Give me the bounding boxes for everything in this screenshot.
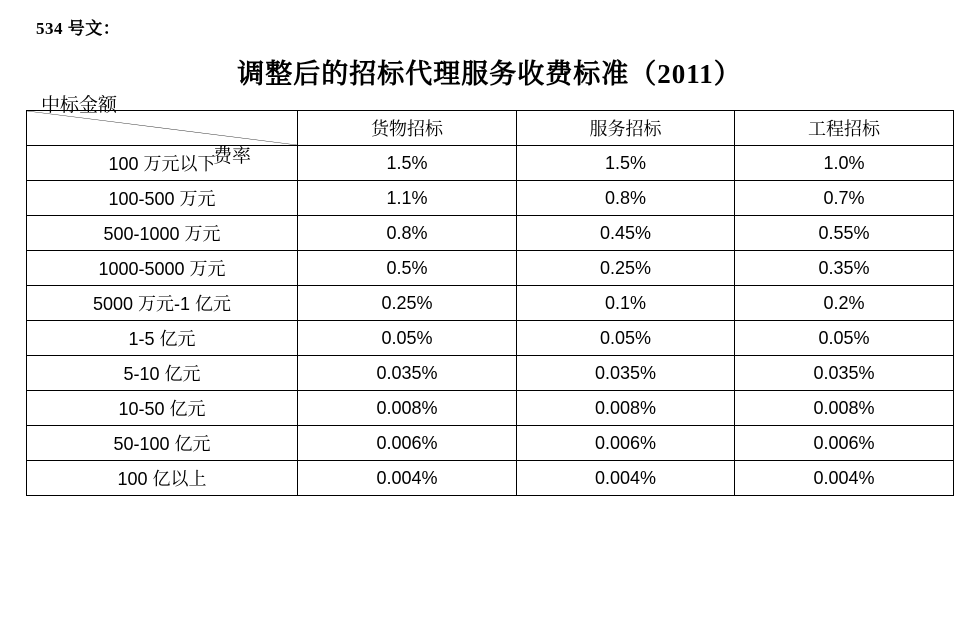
cell-value: 0.2% [735, 286, 954, 321]
cell-value: 0.1% [517, 286, 735, 321]
row-label: 1000-5000 万元 [27, 251, 298, 286]
cell-value: 0.008% [517, 391, 735, 426]
corner-rate-label: 费率 [212, 146, 251, 167]
cell-value: 0.006% [298, 426, 517, 461]
row-label: 50-100 亿元 [27, 426, 298, 461]
cell-value: 0.006% [735, 426, 954, 461]
row-label: 100 亿以上 [27, 461, 298, 496]
cell-value: 0.8% [517, 181, 735, 216]
cell-value: 0.55% [735, 216, 954, 251]
cell-value: 0.008% [298, 391, 517, 426]
column-header-services: 服务招标 [517, 111, 735, 146]
cell-value: 0.5% [298, 251, 517, 286]
cell-value: 0.8% [298, 216, 517, 251]
page-title: 调整后的招标代理服务收费标准（2011） [237, 59, 742, 89]
column-header-works: 工程招标 [735, 111, 954, 146]
cell-value: 0.35% [735, 251, 954, 286]
cell-value: 0.008% [735, 391, 954, 426]
cell-value: 0.05% [517, 321, 735, 356]
table-header-row [27, 111, 954, 146]
column-header-goods: 货物招标 [298, 111, 517, 146]
fee-standard-table [26, 95, 954, 496]
cell-value: 1.5% [517, 146, 735, 181]
cell-value: 0.004% [517, 461, 735, 496]
corner-amount-label: 中标金额 [41, 95, 118, 116]
row-label: 10-50 亿元 [27, 391, 298, 426]
table-row [27, 461, 954, 496]
table-row [27, 391, 954, 426]
table-row [27, 356, 954, 391]
table-row [27, 251, 954, 286]
cell-value: 0.05% [298, 321, 517, 356]
row-label: 500-1000 万元 [27, 216, 298, 251]
cell-value: 1.5% [298, 146, 517, 181]
cell-value: 0.035% [735, 356, 954, 391]
cell-value: 0.035% [517, 356, 735, 391]
cell-value: 0.035% [298, 356, 517, 391]
cell-value: 0.004% [298, 461, 517, 496]
row-label: 100-500 万元 [27, 181, 298, 216]
cell-value: 0.004% [735, 461, 954, 496]
table-row [27, 146, 954, 181]
cell-value: 0.006% [517, 426, 735, 461]
cell-value: 0.25% [298, 286, 517, 321]
table-row [27, 216, 954, 251]
table-row [27, 426, 954, 461]
table-row [27, 286, 954, 321]
row-label: 5000 万元-1 亿元 [27, 286, 298, 321]
row-label: 1-5 亿元 [27, 321, 298, 356]
table-row [27, 181, 954, 216]
cell-value: 1.1% [298, 181, 517, 216]
cell-value: 0.45% [517, 216, 735, 251]
cell-value: 1.0% [735, 146, 954, 181]
document-reference-number: 534 号文： [36, 19, 121, 38]
cell-value: 0.7% [735, 181, 954, 216]
cell-value: 0.25% [517, 251, 735, 286]
row-label: 5-10 亿元 [27, 356, 298, 391]
row-label: 100 万元以下 [27, 146, 298, 181]
cell-value: 0.05% [735, 321, 954, 356]
table-row [27, 321, 954, 356]
